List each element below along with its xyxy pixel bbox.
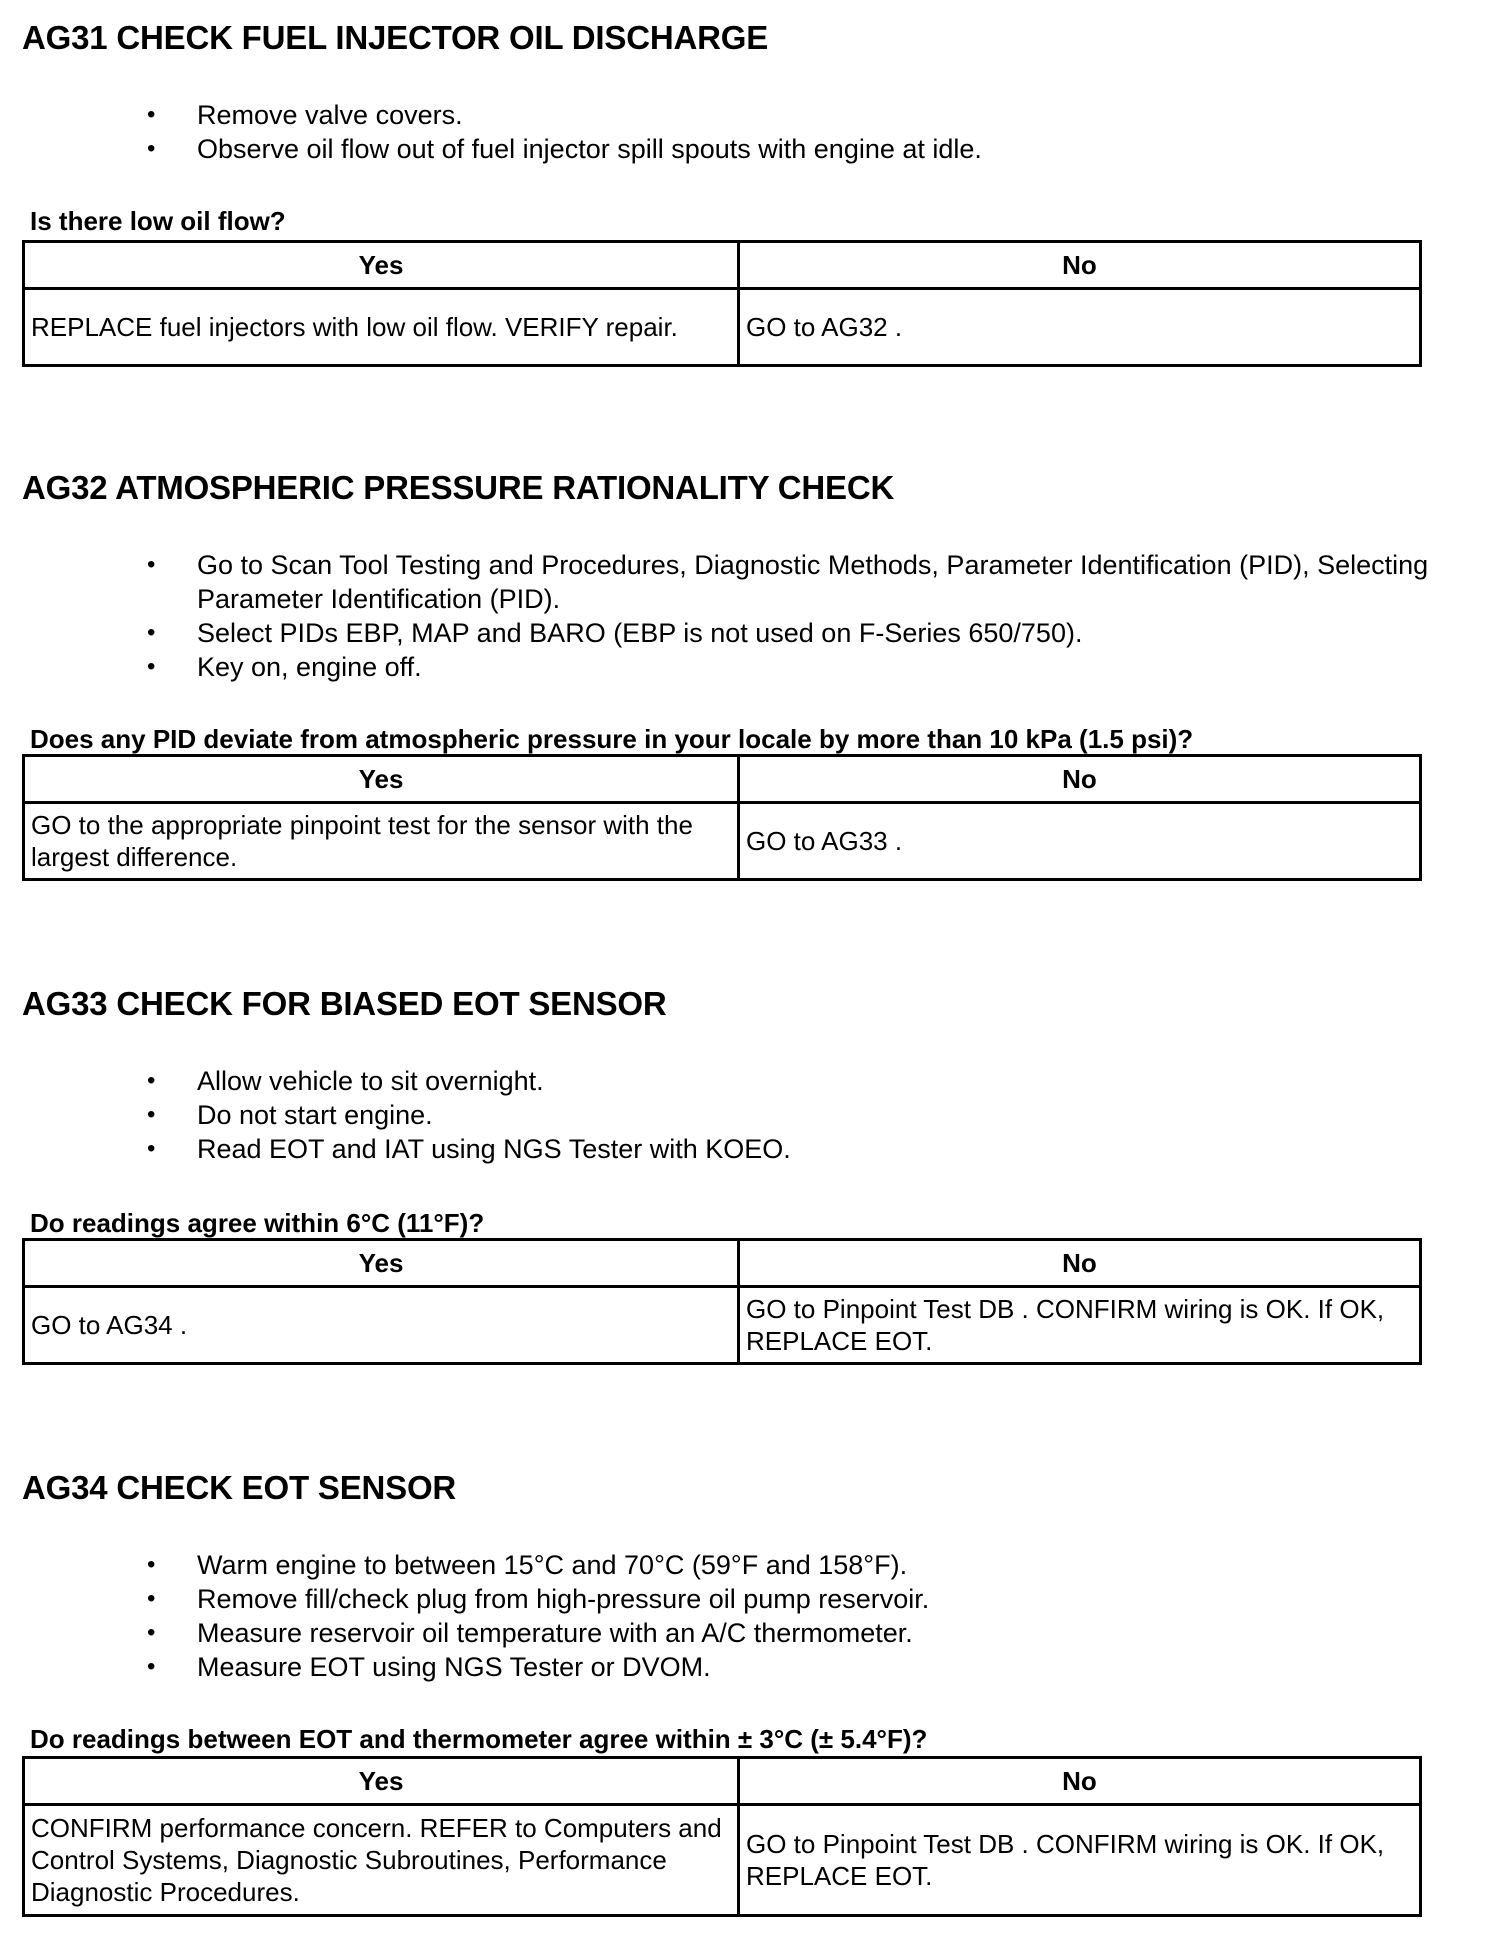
table-header-row xyxy=(24,242,1421,289)
step-list xyxy=(147,1064,1487,1166)
table-header-row xyxy=(24,1240,1421,1287)
question: Is there low oil flow? xyxy=(30,206,286,236)
step-item: • Remove fill/check plug from high-pressure oil pump reservoir. xyxy=(147,1582,1487,1616)
yes-header: Yes xyxy=(24,756,739,803)
step-item: • Do not start engine. xyxy=(147,1098,1487,1132)
decision-table xyxy=(22,754,1422,881)
table-row xyxy=(24,289,1421,366)
yes-header: Yes xyxy=(24,1240,739,1287)
no-header: No xyxy=(739,1240,1421,1287)
step-list xyxy=(147,98,1487,166)
section-title: AG34 CHECK EOT SENSOR xyxy=(22,1469,457,1506)
step-item: • Warm engine to between 15°C and 70°C (59°F and 158°F). xyxy=(147,1548,1487,1582)
table-row xyxy=(24,1287,1421,1364)
step-item: • Key on, engine off. xyxy=(147,650,1487,684)
section-ag34 xyxy=(22,1468,1482,1907)
step-item: • Measure EOT using NGS Tester or DVOM. xyxy=(147,1650,1487,1684)
question: Does any PID deviate from atmospheric pressure in your locale by more than 10 kPa (1.5 psi)? xyxy=(30,724,1194,754)
table-header-row xyxy=(24,756,1421,803)
question: Do readings between EOT and thermometer agree within ± 3°C (± 5.4°F)? xyxy=(30,1724,928,1754)
section-title: AG33 CHECK FOR BIASED EOT SENSOR xyxy=(22,985,667,1022)
no-header: No xyxy=(739,1758,1421,1805)
yes-header: Yes xyxy=(24,1758,739,1805)
section-title: AG31 CHECK FUEL INJECTOR OIL DISCHARGE xyxy=(22,19,769,56)
section-ag31 xyxy=(22,18,1482,342)
yes-action: REPLACE fuel injectors with low oil flow. VERIFY repair. xyxy=(24,289,739,366)
no-action: GO to Pinpoint Test DB . CONFIRM wiring is OK. If OK, REPLACE EOT. xyxy=(739,1805,1421,1916)
step-list xyxy=(147,1548,1487,1684)
table-row xyxy=(24,1805,1421,1916)
table-row xyxy=(24,803,1421,880)
decision-table xyxy=(22,240,1422,367)
yes-action: GO to AG34 . xyxy=(24,1287,739,1364)
no-action: GO to Pinpoint Test DB . CONFIRM wiring is OK. If OK, REPLACE EOT. xyxy=(739,1287,1421,1364)
yes-action: GO to the appropriate pinpoint test for the sensor with the largest difference. xyxy=(24,803,739,880)
step-item: • Select PIDs EBP, MAP and BARO (EBP is not used on F-Series 650/750). xyxy=(147,616,1487,650)
no-header: No xyxy=(739,756,1421,803)
step-item: • Remove valve covers. xyxy=(147,98,1487,132)
step-item: • Allow vehicle to sit overnight. xyxy=(147,1064,1487,1098)
decision-table xyxy=(22,1756,1422,1917)
section-ag33 xyxy=(22,984,1482,1356)
yes-action: CONFIRM performance concern. REFER to Computers and Control Systems, Diagnostic Subroutines, Performance Diagnostic Procedures. xyxy=(24,1805,739,1916)
section-title: AG32 ATMOSPHERIC PRESSURE RATIONALITY CHECK xyxy=(22,469,895,506)
step-item: • Go to Scan Tool Testing and Procedures, Diagnostic Methods, Parameter Identification (PID), Selecting Parameter Identification (PID). xyxy=(147,548,1487,616)
step-item: • Measure reservoir oil temperature with an A/C thermometer. xyxy=(147,1616,1487,1650)
yes-header: Yes xyxy=(24,242,739,289)
section-ag32 xyxy=(22,468,1482,872)
no-header: No xyxy=(739,242,1421,289)
no-action: GO to AG32 . xyxy=(739,289,1421,366)
step-list xyxy=(147,548,1487,684)
step-item: • Observe oil flow out of fuel injector spill spouts with engine at idle. xyxy=(147,132,1487,166)
step-item: • Read EOT and IAT using NGS Tester with KOEO. xyxy=(147,1132,1487,1166)
decision-table xyxy=(22,1238,1422,1365)
table-header-row xyxy=(24,1758,1421,1805)
question: Do readings agree within 6°C (11°F)? xyxy=(30,1208,485,1238)
no-action: GO to AG33 . xyxy=(739,803,1421,880)
